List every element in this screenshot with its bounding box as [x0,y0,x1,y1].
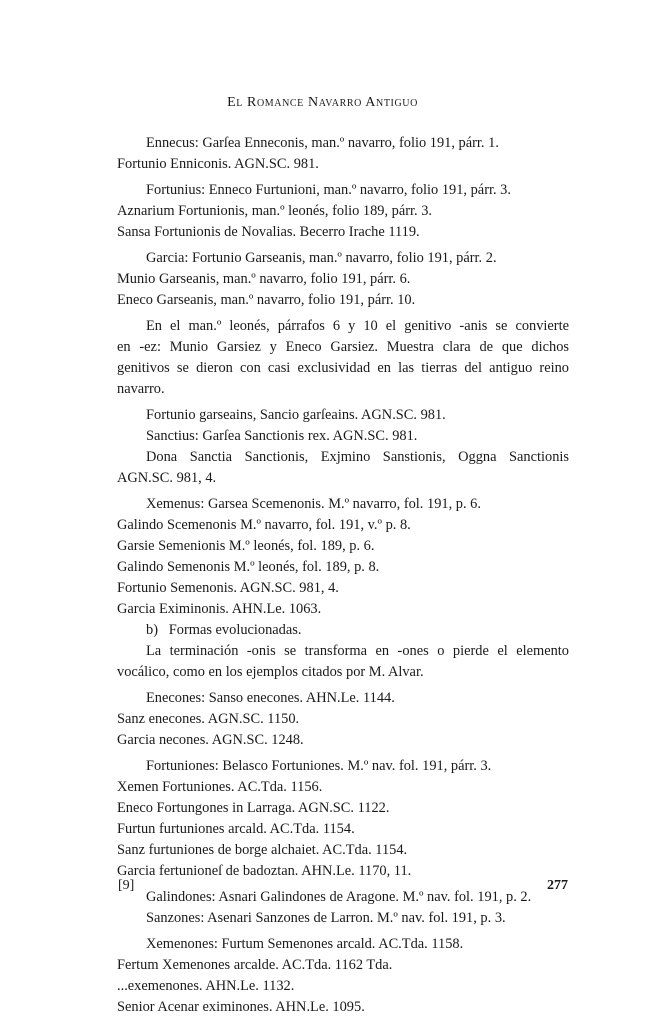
text-line: Garcia fertunioneſ de badoztan. AHN.Le. 1170, 11. [117,863,412,879]
text-line: Galindo Semenonis M.º leonés, fol. 189, p. 8. [117,559,380,575]
text-line: Xemenones: Furtum Semenones arcald. AC.Tda. 1158. [146,936,464,952]
text-line: Ennecus: Garſea Enneconis, man.º navarro, folio 191, párr. 1. [146,135,499,151]
text-line: Xemenus: Garsea Scemenonis. M.º navarro, fol. 191, p. 6. [146,496,481,512]
text-line: Garcia necones. AGN.SC. 1248. [117,732,304,748]
running-header: El Romance Navarro Antiguo [227,95,418,110]
text-line: Sanz furtuniones de borge alchaiet. AC.Tda. 1154. [117,842,408,858]
text-line: Fortunio garseains, Sancio garſeains. AGN.SC. 981. [146,407,446,423]
text-line: Sanzones: Asenari Sanzones de Larron. M.º nav. fol. 191, p. 3. [146,910,506,926]
text-line: Garsie Semenionis M.º leonés, fol. 189, p. 6. [117,538,375,554]
text-line: Fortunio Semenonis. AGN.SC. 981, 4. [117,580,339,596]
text-line: Enecones: Sanso enecones. AHN.Le. 1144. [146,690,395,706]
paragraph-line: en -ez: Munio Garsiez y Eneco Garsiez. Muestra clara de que dichos [117,339,569,355]
text-line: AGN.SC. 981, 4. [117,470,217,486]
text-line: Galindo Scemenonis M.º navarro, fol. 191, v.º p. 8. [117,517,411,533]
text-line: Munio Garseanis, man.º navarro, folio 191, párr. 6. [117,271,411,287]
paragraph-line: vocálico, como en los ejemplos citados por M. Alvar. [117,664,424,680]
text-line: Fortunio Enniconis. AGN.SC. 981. [117,156,319,172]
text-line: Galindones: Asnari Galindones de Aragone. M.º nav. fol. 191, p. 2. [146,889,532,905]
text-line: Fortunius: Enneco Furtunioni, man.º navarro, folio 191, párr. 3. [146,182,511,198]
paragraph-line: genitivos se dieron con casi exclusividad en las tierras del antiguo reino [117,360,569,376]
text-line: Eneco Fortungones in Larraga. AGN.SC. 1122. [117,800,390,816]
section-heading: b) Formas evolucionadas. [146,622,302,638]
paragraph-line: La terminación -onis se transforma en -ones o pierde el elemento [146,643,569,659]
text-line: Xemen Fortuniones. AC.Tda. 1156. [117,779,323,795]
text-line: Furtun furtuniones arcald. AC.Tda. 1154. [117,821,355,837]
text-line: Fertum Xemenones arcalde. AC.Tda. 1162 Tda. [117,957,393,973]
section-number: [9] [118,878,135,893]
text-line: Fortuniones: Belasco Fortuniones. M.º nav. fol. 191, párr. 3. [146,758,492,774]
text-line: Dona Sanctia Sanctionis, Exjmino Sanstionis, Oggna Sanctionis [146,449,569,465]
text-line: Sanctius: Garſea Sanctionis rex. AGN.SC. 981. [146,428,418,444]
page-body [117,133,569,1018]
text-line: Sanz enecones. AGN.SC. 1150. [117,711,300,727]
text-line: Sansa Fortunionis de Novalias. Becerro Irache 1119. [117,224,420,240]
text-line: Garcia Eximinonis. AHN.Le. 1063. [117,601,322,617]
text-line: Eneco Garseanis, man.º navarro, folio 191, párr. 10. [117,292,416,308]
paragraph-line: En el man.º leonés, párrafos 6 y 10 el genitivo -anis se convierte [146,318,569,334]
text-line: ...exemenones. AHN.Le. 1132. [117,978,295,994]
text-line: Garcia: Fortunio Garseanis, man.º navarro, folio 191, párr. 2. [146,250,497,266]
paragraph-line: navarro. [117,381,165,397]
text-line: Aznarium Fortunionis, man.º leonés, folio 189, párr. 3. [117,203,433,219]
page-number: 277 [547,878,568,893]
text-line: Senior Acenar eximinones. AHN.Le. 1095. [117,999,365,1015]
